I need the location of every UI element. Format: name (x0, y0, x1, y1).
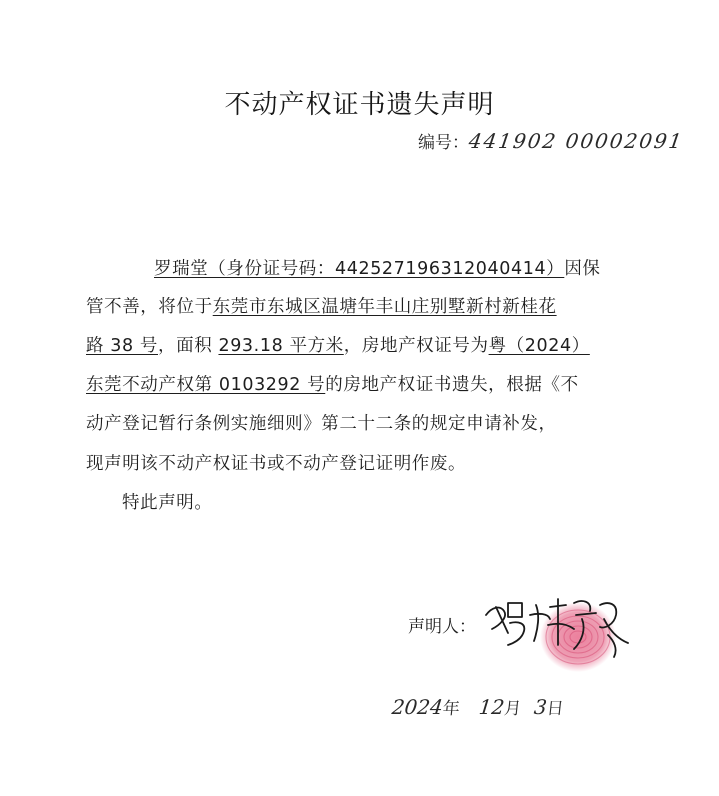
body-text: ，面积 (158, 336, 219, 356)
document-title: 不动产权证书遗失声明 (224, 90, 495, 120)
body-line-3 (86, 332, 590, 357)
body-text: 因保 (564, 259, 601, 279)
body-line-5: 动产登记暂行条例实施细则》第二十二条的规定申请补发， (86, 414, 557, 434)
body-line-6: 现声明该不动产权证书或不动产登记证明作废。 (86, 454, 467, 474)
signature-with-fingerprint (478, 585, 648, 675)
body-text: 的房地产权证书遗失，根据《不 (325, 375, 579, 395)
serial-label: 编号： (418, 133, 469, 153)
property-address: 东莞市东城区温塘年丰山庄别墅新村新桂花 (212, 297, 557, 317)
certificate-number-start: 粤（2024） (488, 336, 590, 356)
body-text: 管不善，将位于 (86, 297, 213, 317)
date-month-unit: 月 (503, 699, 523, 719)
property-address-end: 路 38 号 (86, 336, 158, 356)
declaration-date (391, 694, 566, 719)
serial-value: 441902 00002091 (467, 129, 686, 153)
body-line-4 (86, 371, 579, 396)
date-day: 3 (532, 695, 549, 719)
body-line-1 (154, 255, 601, 280)
certificate-number-end: 东莞不动产权第 0103292 号 (86, 375, 326, 395)
body-line-7: 特此声明。 (122, 493, 213, 513)
fingerprint-icon (540, 602, 616, 672)
applicant-identity: 罗瑞堂（身份证号码：442527196312040414） (154, 259, 565, 279)
property-area: 293.18 平方米 (218, 336, 344, 356)
body-text: ，房地产权证号为 (343, 336, 489, 356)
signer-label: 声明人： (408, 617, 476, 637)
body-line-2 (86, 293, 557, 318)
date-year: 2024 (390, 695, 445, 719)
date-month: 12 (477, 695, 506, 719)
date-day-unit: 日 (545, 699, 565, 719)
serial-number (418, 128, 684, 153)
date-year-unit: 年 (441, 699, 461, 719)
